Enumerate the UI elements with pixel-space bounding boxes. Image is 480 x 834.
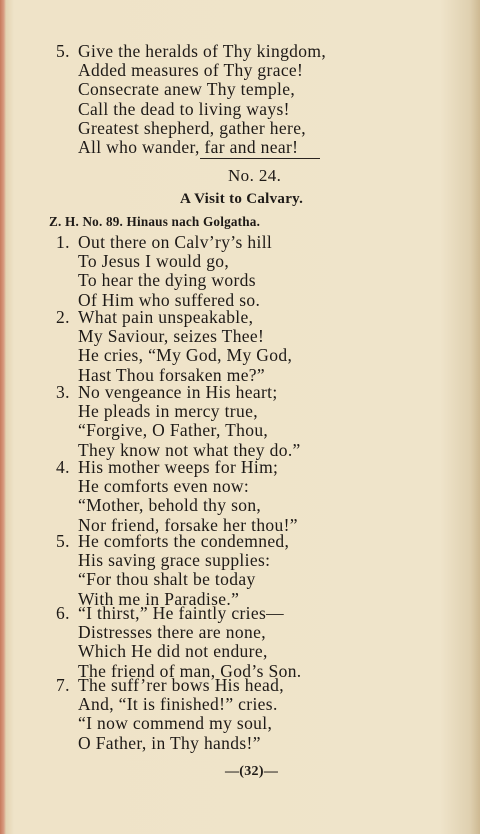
stanza-line-text: All who wander, far and near!	[78, 136, 299, 157]
stanza-line	[56, 402, 456, 421]
stanza-line-text: “Forgive, O Father, Thou,	[78, 420, 269, 441]
stanza-line	[56, 604, 456, 623]
section-divider	[200, 158, 320, 159]
stanza-line-text: The suff’rer bows His head,	[78, 675, 284, 695]
stanza-line	[56, 138, 456, 157]
stanza-line	[56, 623, 456, 642]
stanza-line-text: What pain unspeakable,	[78, 307, 254, 327]
stanza-line	[56, 100, 456, 119]
stanza-line	[56, 695, 456, 714]
stanza-line	[56, 119, 456, 138]
stanza-line	[56, 458, 456, 477]
stanza-line	[56, 61, 456, 80]
stanza-number: 3.	[56, 382, 70, 402]
stanza-line	[56, 714, 456, 733]
stanza-line-text: His mother weeps for Him;	[78, 457, 279, 477]
stanza-line-text: Nor friend, forsake her thou!”	[78, 514, 298, 535]
hymn-reference: Z. H. No. 89. Hinaus nach Golgatha.	[49, 214, 261, 229]
stanza-line-text: Call the dead to living ways!	[78, 98, 290, 119]
stanza-line	[56, 80, 456, 99]
stanza-line-text: He pleads in mercy true,	[78, 401, 258, 422]
stanza-line-text: The friend of man, God’s Son.	[78, 660, 302, 681]
page-number: —(32)—	[225, 764, 279, 779]
stanza-number: 6.	[56, 603, 70, 623]
page-edge	[0, 0, 6, 834]
hymn-title: A Visit to Calvary.	[180, 191, 304, 207]
stanza-line-text: They know not what they do.”	[78, 439, 301, 460]
stanza-line	[56, 496, 456, 515]
stanza-line-text: To hear the dying words	[78, 270, 256, 291]
stanza-line	[56, 271, 456, 290]
stanza-line	[56, 570, 456, 589]
stanza-line	[56, 252, 456, 271]
stanza-line-text: “I now commend my soul,	[78, 713, 273, 734]
stanza-line	[56, 346, 456, 365]
stanza-line	[56, 42, 456, 61]
stanza-number: 5.	[56, 531, 70, 551]
hymn-number: No. 24.	[228, 166, 282, 185]
stanza-line-text: Consecrate anew Thy temple,	[78, 79, 296, 100]
stanza-line-text: He comforts the condemned,	[78, 531, 290, 551]
stanza-line-text: His saving grace supplies:	[78, 550, 271, 571]
stanza-line	[56, 477, 456, 496]
stanza-line	[56, 327, 456, 346]
stanza-line-text: Of Him who suffered so.	[78, 289, 261, 310]
stanza-line	[56, 421, 456, 440]
stanza-line-text: He comforts even now:	[78, 476, 250, 497]
stanza-number: 1.	[56, 232, 70, 252]
stanza-line-text: No vengeance in His heart;	[78, 382, 278, 402]
stanza-number: 5.	[56, 41, 70, 61]
stanza-line-text: Distresses there are none,	[78, 622, 266, 643]
stanza-line-text: Out there on Calv’ry’s hill	[78, 232, 273, 252]
stanza-line-text: O Father, in Thy hands!”	[78, 732, 261, 753]
stanza-line	[56, 642, 456, 661]
stanza-line	[56, 734, 456, 753]
stanza-6	[56, 604, 456, 681]
stanza-line-text: Which He did not endure,	[78, 641, 268, 662]
stanza-5	[56, 532, 456, 609]
stanza-line-text: Give the heralds of Thy kingdom,	[78, 41, 327, 61]
stanza-line-text: My Saviour, seizes Thee!	[78, 326, 265, 347]
stanza-line	[56, 233, 456, 252]
stanza-line-text: “I thirst,” He faintly cries—	[78, 603, 284, 623]
stanza-line-text: “For thou shalt be today	[78, 569, 256, 590]
stanza-number: 4.	[56, 457, 70, 477]
stanza-line	[56, 308, 456, 327]
stanza-line-text: And, “It is finished!” cries.	[78, 694, 278, 715]
stanza-2	[56, 308, 456, 385]
stanza-line-text: Hast Thou forsaken me?”	[78, 364, 266, 385]
stanza-1	[56, 233, 456, 310]
stanza-line-text: “Mother, behold thy son,	[78, 495, 262, 516]
stanza-line-text: He cries, “My God, My God,	[78, 345, 293, 366]
stanza-3	[56, 383, 456, 460]
stanza-prev-5	[56, 42, 456, 157]
stanza-line	[56, 676, 456, 695]
stanza-4	[56, 458, 456, 535]
stanza-line-text: To Jesus I would go,	[78, 251, 230, 272]
stanza-line	[56, 532, 456, 551]
stanza-line-text: With me in Paradise.”	[78, 588, 240, 609]
stanza-line-text: Greatest shepherd, gather here,	[78, 117, 307, 138]
stanza-line	[56, 551, 456, 570]
stanza-number: 2.	[56, 307, 70, 327]
stanza-line	[56, 383, 456, 402]
stanza-7	[56, 676, 456, 753]
stanza-number: 7.	[56, 675, 70, 695]
stanza-line-text: Added measures of Thy grace!	[78, 60, 304, 81]
